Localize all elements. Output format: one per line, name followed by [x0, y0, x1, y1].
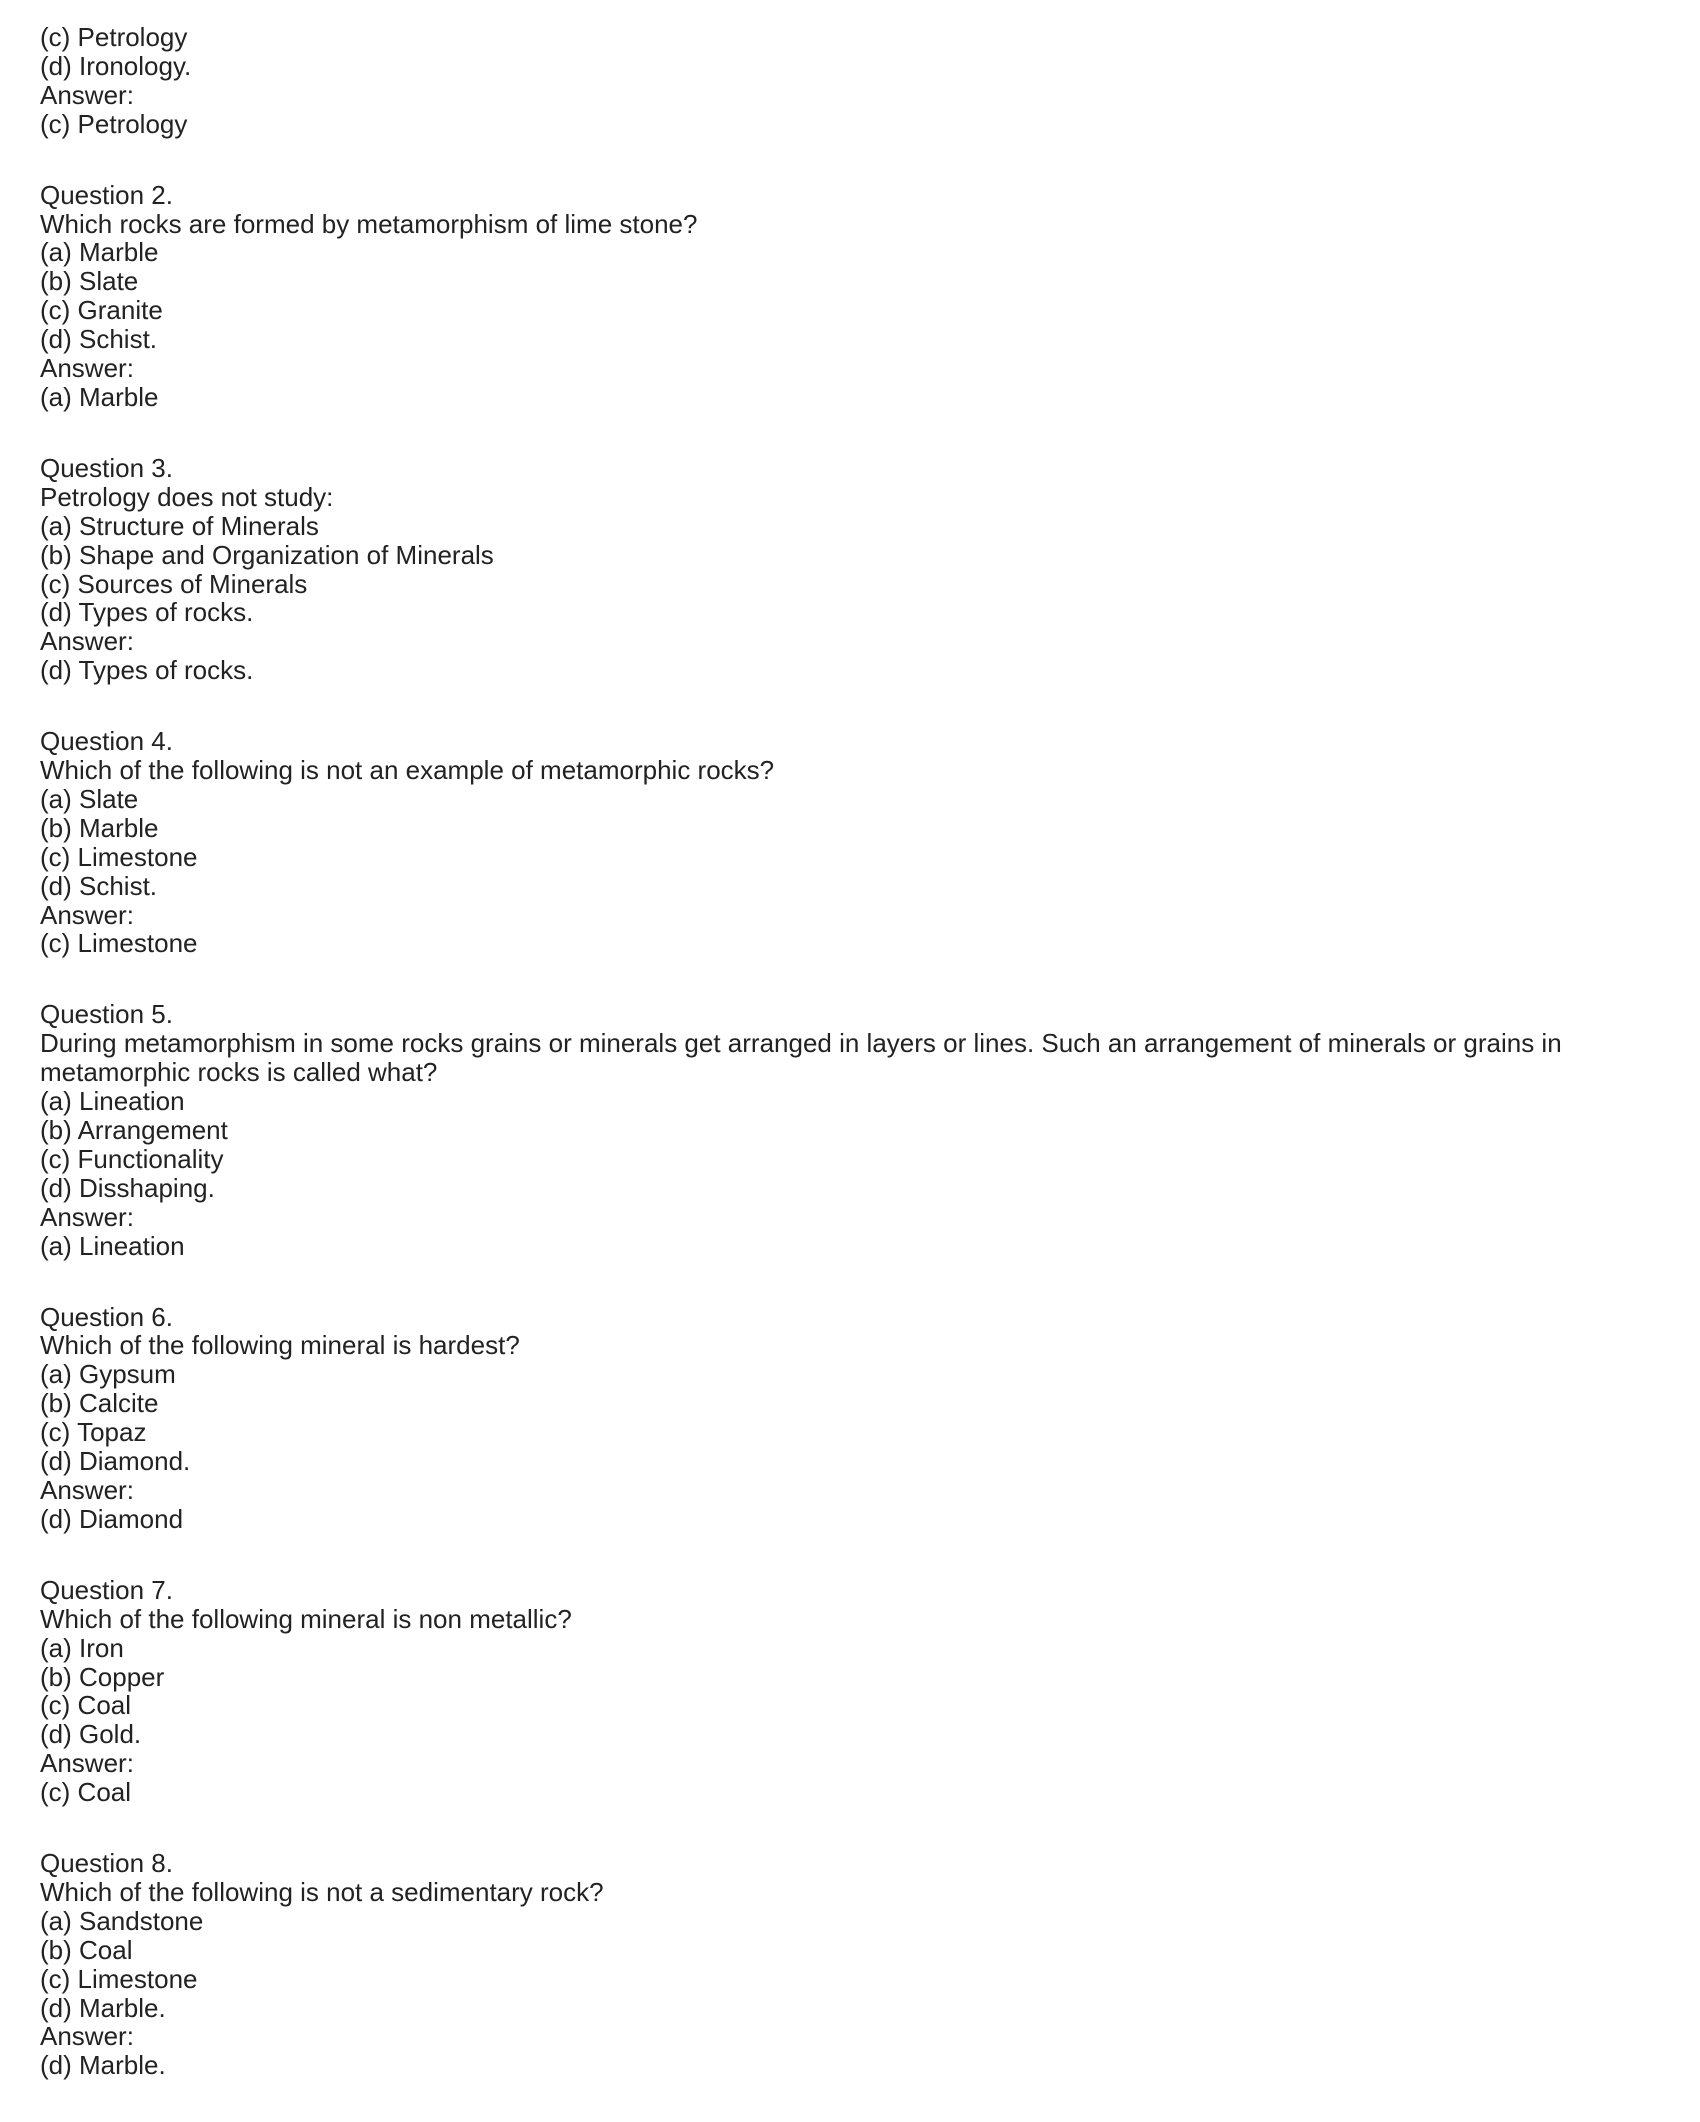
option-d: (d) Schist. [40, 324, 158, 355]
option-c: (c) Functionality [40, 1143, 224, 1174]
answer-value: (d) Types of rocks. [40, 655, 254, 686]
option-b: (b) Marble [40, 812, 159, 843]
question-text: Which of the following mineral is non metallic? [40, 1603, 572, 1634]
question-text: Which rocks are formed by metamorphism of lime stone? [40, 208, 698, 239]
question-block-4 [40, 727, 1680, 958]
question-label: Question 6. [40, 1301, 173, 1332]
option-a: (a) Lineation [40, 1086, 185, 1117]
option-d: (d) Ironology. [40, 50, 192, 81]
option-d: (d) Gold. [40, 1719, 142, 1750]
answer-value: (c) Petrology [40, 108, 188, 139]
question-label: Question 2. [40, 179, 173, 210]
question-text: Petrology does not study: [40, 481, 334, 512]
question-text: Which of the following mineral is hardest? [40, 1330, 520, 1361]
option-a: (a) Structure of Minerals [40, 510, 319, 541]
answer-value: (a) Lineation [40, 1230, 185, 1261]
question-block-8 [40, 1849, 1680, 2080]
question-text: During metamorphism in some rocks grains or minerals get arranged in layers or lines. Such an arrangement of minerals or grains in metamorphic rocks is called what? [40, 1028, 1569, 1088]
answer-label: Answer: [40, 1201, 134, 1232]
option-a: (a) Slate [40, 783, 139, 814]
option-b: (b) Shape and Organization of Minerals [40, 539, 494, 570]
answer-label: Answer: [40, 2021, 134, 2052]
option-c: (c) Limestone [40, 841, 198, 872]
option-c: (c) Coal [40, 1690, 132, 1721]
answer-value: (c) Coal [40, 1777, 132, 1808]
answer-label: Answer: [40, 353, 134, 384]
answer-label: Answer: [40, 1474, 134, 1505]
answer-value: (d) Marble. [40, 2050, 166, 2081]
question-text: Which of the following is not a sedimentary rock? [40, 1876, 604, 1907]
option-d: (d) Schist. [40, 870, 158, 901]
answer-label: Answer: [40, 626, 134, 657]
option-b: (b) Slate [40, 266, 139, 297]
option-c: (c) Topaz [40, 1417, 147, 1448]
option-a: (a) Marble [40, 237, 159, 268]
document-body [40, 23, 1680, 2122]
question-block-2 [40, 181, 1680, 412]
option-d: (d) Marble. [40, 1992, 166, 2023]
option-b: (b) Coal [40, 1934, 133, 1965]
option-a: (a) Sandstone [40, 1905, 204, 1936]
answer-value: (a) Marble [40, 381, 159, 412]
question-label: Question 8. [40, 1848, 173, 1879]
question-label: Question 3. [40, 452, 173, 483]
answer-label: Answer: [40, 79, 134, 110]
question-text: Which of the following is not an example of metamorphic rocks? [40, 755, 775, 786]
answer-label: Answer: [40, 899, 134, 930]
option-a: (a) Iron [40, 1632, 124, 1663]
option-a: (a) Gypsum [40, 1359, 176, 1390]
option-b: (b) Copper [40, 1661, 165, 1692]
question-label: Question 7. [40, 1574, 173, 1605]
option-c: (c) Petrology [40, 22, 188, 52]
question-block-7 [40, 1576, 1680, 1807]
question-label: Question 4. [40, 726, 173, 757]
option-b: (b) Calcite [40, 1388, 159, 1419]
answer-value: (d) Diamond [40, 1503, 184, 1534]
option-d: (d) Diamond. [40, 1446, 191, 1477]
option-d: (d) Types of rocks. [40, 597, 254, 628]
option-b: (b) Arrangement [40, 1115, 228, 1145]
option-d: (d) Disshaping. [40, 1172, 215, 1203]
question-block-5 [40, 1000, 1680, 1260]
answer-value: (c) Limestone [40, 928, 198, 959]
question-block-1-continued [40, 23, 1680, 139]
question-block-3 [40, 454, 1680, 685]
question-label: Question 5. [40, 999, 173, 1030]
option-c: (c) Limestone [40, 1963, 198, 1994]
option-c: (c) Sources of Minerals [40, 568, 308, 599]
answer-label: Answer: [40, 1748, 134, 1779]
option-c: (c) Granite [40, 295, 163, 326]
question-block-6 [40, 1303, 1680, 1534]
